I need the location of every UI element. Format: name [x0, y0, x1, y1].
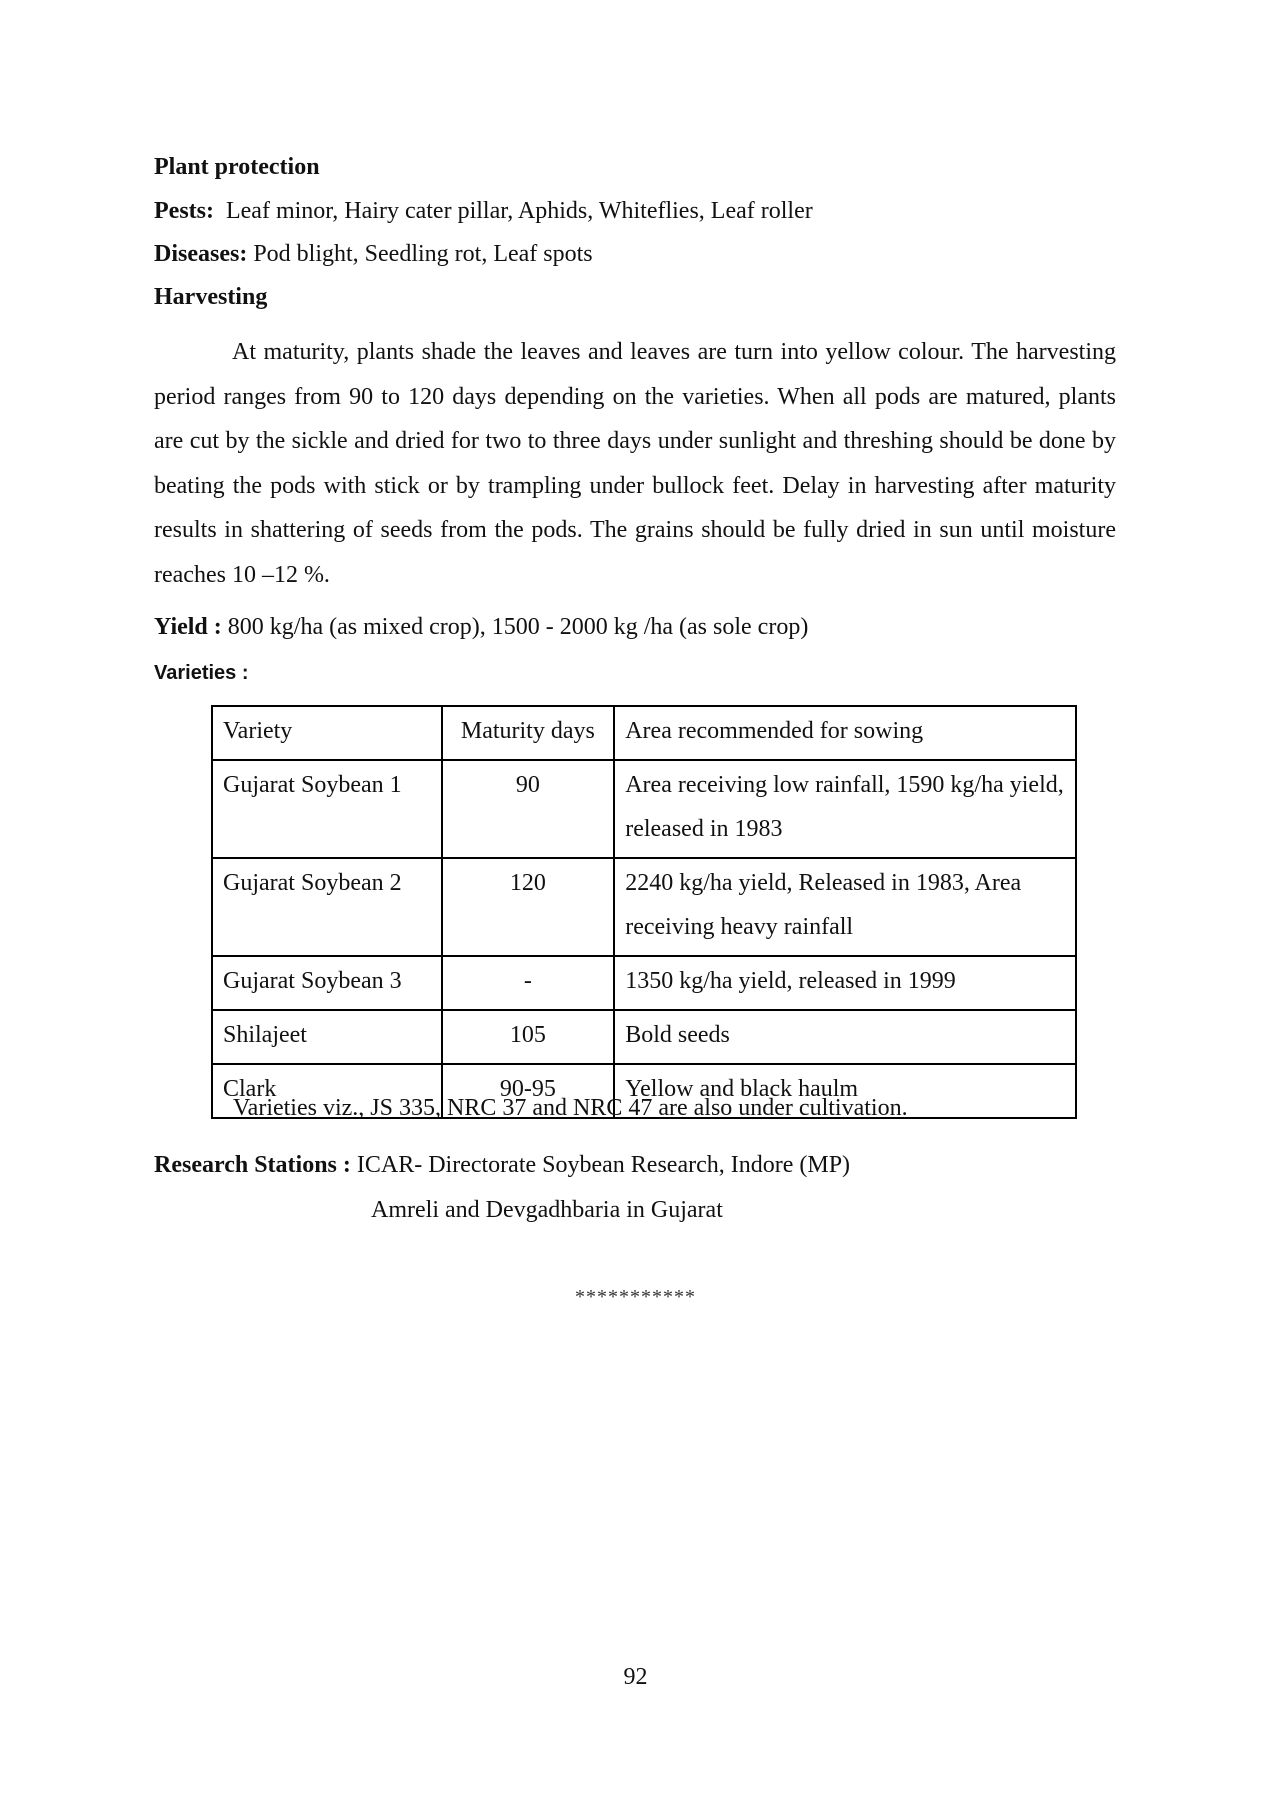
area-cell: Area receiving low rainfall, 1590 kg/ha yield, released in 1983 — [614, 760, 1076, 858]
area-cell: 2240 kg/ha yield, Released in 1983, Area receiving heavy rainfall — [614, 858, 1076, 956]
section-heading-harvesting: Harvesting — [154, 284, 268, 310]
column-header-maturity-days: Maturity days — [442, 706, 615, 760]
variety-cell: Gujarat Soybean 2 — [212, 858, 442, 956]
column-header-variety: Variety — [212, 706, 442, 760]
variety-cell: Gujarat Soybean 1 — [212, 760, 442, 858]
diseases-label: Diseases: — [154, 241, 248, 267]
page-number: 92 — [623, 1664, 648, 1690]
pests-value: Leaf minor, Hairy cater pillar, Aphids, Whiteflies, Leaf roller — [225, 198, 813, 224]
maturity-cell: - — [442, 956, 615, 1010]
section-heading-plant-protection: Plant protection — [154, 154, 320, 180]
section-separator: *********** — [575, 1286, 696, 1308]
variety-cell: Clark — [212, 1064, 442, 1118]
area-cell: Yellow and black haulm — [614, 1064, 1076, 1118]
table-row — [212, 1010, 1076, 1064]
maturity-cell: 90-95 — [442, 1064, 615, 1118]
area-cell: Bold seeds — [614, 1010, 1076, 1064]
table-row — [212, 956, 1076, 1010]
area-cell: 1350 kg/ha yield, released in 1999 — [614, 956, 1076, 1010]
table-row — [212, 858, 1076, 956]
research-stations-line1: ICAR- Directorate Soybean Research, Indore (MP) — [356, 1152, 851, 1178]
variety-cell: Gujarat Soybean 3 — [212, 956, 442, 1010]
maturity-cell: 120 — [442, 858, 615, 956]
table-header-row — [212, 706, 1076, 760]
research-stations-line — [154, 1150, 850, 1180]
yield-line — [154, 612, 808, 642]
diseases-line — [154, 239, 593, 269]
harvesting-paragraph: At maturity, plants shade the leaves and leaves are turn into yellow colour. The harvesting period ranges from 90 to 120 days depending on the varieties. When all pods are matured, plants are cut by the sickle and dried for two to three days under sunlight and threshing should be done by beating the pods with stick or by trampling under bullock feet. Delay in harvesting after maturity results in shattering of seeds from the pods. The grains should be fully dried in sun until moisture reaches 10 –12 %. — [154, 339, 1116, 588]
diseases-value: Pod blight, Seedling rot, Leaf spots — [253, 241, 593, 267]
maturity-cell: 90 — [442, 760, 615, 858]
column-header-area: Area recommended for sowing — [614, 706, 1076, 760]
table-row — [212, 760, 1076, 858]
maturity-cell: 105 — [442, 1010, 615, 1064]
yield-label: Yield : — [154, 614, 222, 640]
research-stations-line2: Amreli and Devgadhbaria in Gujarat — [371, 1197, 723, 1223]
varieties-heading: Varieties : — [154, 662, 249, 684]
pests-label: Pests: — [154, 198, 214, 224]
pests-line — [154, 196, 813, 226]
varieties-table — [211, 705, 1077, 1119]
varieties-note: Varieties viz., JS 335, NRC 37 and NRC 47 are also under cultivation. — [233, 1095, 908, 1121]
yield-value: 800 kg/ha (as mixed crop), 1500 - 2000 kg /ha (as sole crop) — [227, 614, 809, 640]
variety-cell: Shilajeet — [212, 1010, 442, 1064]
research-stations-label: Research Stations : — [154, 1152, 351, 1178]
